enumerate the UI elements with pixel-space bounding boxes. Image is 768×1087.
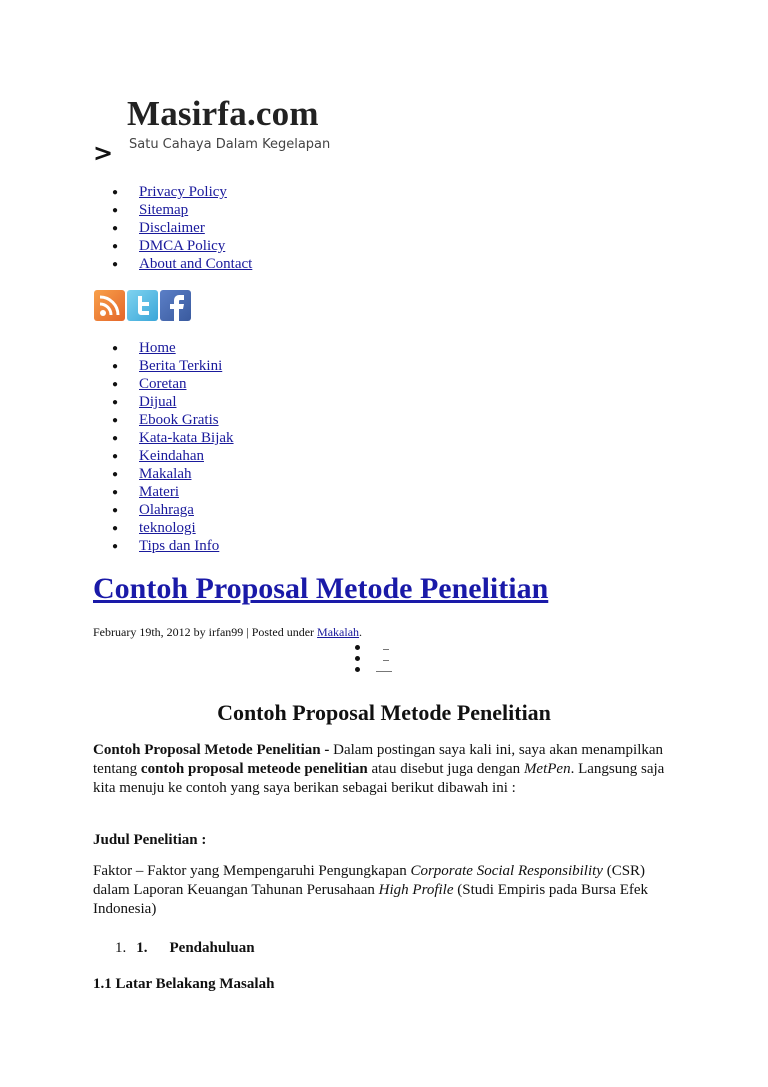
top-menu-item [112,219,252,237]
post-meta-text: February 19th, 2012 by irfan99 | Posted under [93,625,318,639]
top-menu-item [112,183,252,201]
category-item [112,357,234,375]
judul-paragraph [93,862,683,919]
post-category-link[interactable]: Makalah [317,625,360,639]
social-icons [94,290,193,321]
share-link[interactable] [376,671,392,672]
share-link[interactable] [383,649,389,650]
bullet-icon: ● [112,505,119,516]
intro-text: atau disebut juga dengan [367,761,524,777]
intro-italic: MetPen [523,761,571,777]
judul-text: (CSR) dalam Laporan Keuangan Tahunan Perusahaan [93,863,646,898]
list-item-title: Pendahuluan [169,940,255,956]
menu-link-tips-dan-info[interactable]: Tips dan Info [139,538,220,554]
category-item [112,411,234,429]
bullet-icon: ● [112,523,119,534]
facebook-icon[interactable] [160,290,191,321]
bullet-icon [355,645,360,650]
bullet-icon: ● [112,205,119,216]
bullet-icon: ● [112,361,119,372]
arrow-symbol: > [93,139,114,167]
logo-tagline: Satu Cahaya Dalam Kegelapan [129,137,331,152]
menu-link-privacy-policy[interactable]: Privacy Policy [139,184,227,200]
menu-link-kata-kata-bijak[interactable]: Kata-kata Bijak [139,430,234,446]
category-item [112,519,234,537]
category-menu [112,339,234,555]
post-meta-end: . [359,625,363,639]
bullet-icon: ● [112,187,119,198]
intro-paragraph [93,741,683,798]
bullet-icon: ● [112,415,119,426]
bullet-icon [355,667,360,672]
menu-link-disclaimer[interactable]: Disclaimer [139,220,205,236]
list-number-bold: 1. [136,940,148,956]
menu-link-ebook-gratis[interactable]: Ebook Gratis [139,412,219,428]
category-item [112,375,234,393]
share-link[interactable] [383,660,389,661]
judul-text: (Studi Empiris pada Bursa Efek Indonesia) [93,882,649,917]
bullet-icon: ● [112,451,119,462]
numbered-list-item [115,940,255,957]
menu-link-dmca-policy[interactable]: DMCA Policy [139,238,226,254]
bullet-icon: ● [112,397,119,408]
post-title-link[interactable]: Contoh Proposal Metode Penelitian [93,572,549,605]
judul-italic: High Profile [378,882,454,898]
post-subtitle [0,700,768,726]
menu-link-home[interactable]: Home [139,340,176,356]
bullet-icon: ● [112,241,119,252]
top-menu-item [112,237,252,255]
section-heading: 1.1 Latar Belakang Masalah [93,976,275,992]
top-menu-item [112,255,252,273]
category-item [112,465,234,483]
category-item [112,483,234,501]
intro-bold: Contoh Proposal Metode Penelitian - [93,742,330,758]
category-item [112,393,234,411]
logo-name: Masirfa.com [127,94,319,133]
bullet-icon: ● [112,487,119,498]
rss-icon[interactable] [94,290,125,321]
menu-link-about-contact[interactable]: About and Contact [139,256,253,272]
bullet-icon [355,656,360,661]
bullet-icon: ● [112,223,119,234]
site-logo[interactable] [127,94,347,156]
category-item [112,429,234,447]
category-item [112,339,234,357]
bullet-icon: ● [112,433,119,444]
top-menu-item [112,201,252,219]
bullet-icon: ● [112,541,119,552]
bullet-icon: ● [112,343,119,354]
post-meta [93,625,362,640]
menu-link-coretan[interactable]: Coretan [139,376,187,392]
menu-link-olahraga[interactable]: Olahraga [139,502,194,518]
bullet-icon: ● [112,469,119,480]
list-number: 1. [115,940,127,956]
judul-italic: Corporate Social Responsibility [410,863,603,879]
top-menu [112,183,252,273]
intro-text: . Langsung saja kita menuju ke contoh yang saya berikan sebagai berikut dibawah ini : [93,761,665,796]
intro-text: Dalam postingan saya kali ini, saya akan menampilkan tentang [93,742,664,777]
bullet-icon: ● [112,379,119,390]
menu-link-sitemap[interactable]: Sitemap [139,202,189,218]
menu-link-keindahan[interactable]: Keindahan [139,448,204,464]
category-item [112,537,234,555]
judul-text: Faktor – Faktor yang Mempengaruhi Pengungkapan [93,863,411,879]
menu-link-teknologi[interactable]: teknologi [139,520,196,536]
menu-link-materi[interactable]: Materi [139,484,179,500]
bullet-icon: ● [112,259,119,270]
menu-link-makalah[interactable]: Makalah [139,466,192,482]
post-subtitle-text: Contoh Proposal Metode Penelitian [217,700,551,725]
menu-link-dijual[interactable]: Dijual [139,394,177,410]
twitter-icon[interactable] [127,290,158,321]
category-item [112,447,234,465]
intro-bold-keyword: contoh proposal meteode penelitian [140,761,368,777]
menu-link-berita-terkini[interactable]: Berita Terkini [139,358,223,374]
category-item [112,501,234,519]
judul-heading: Judul Penelitian : [93,832,207,848]
